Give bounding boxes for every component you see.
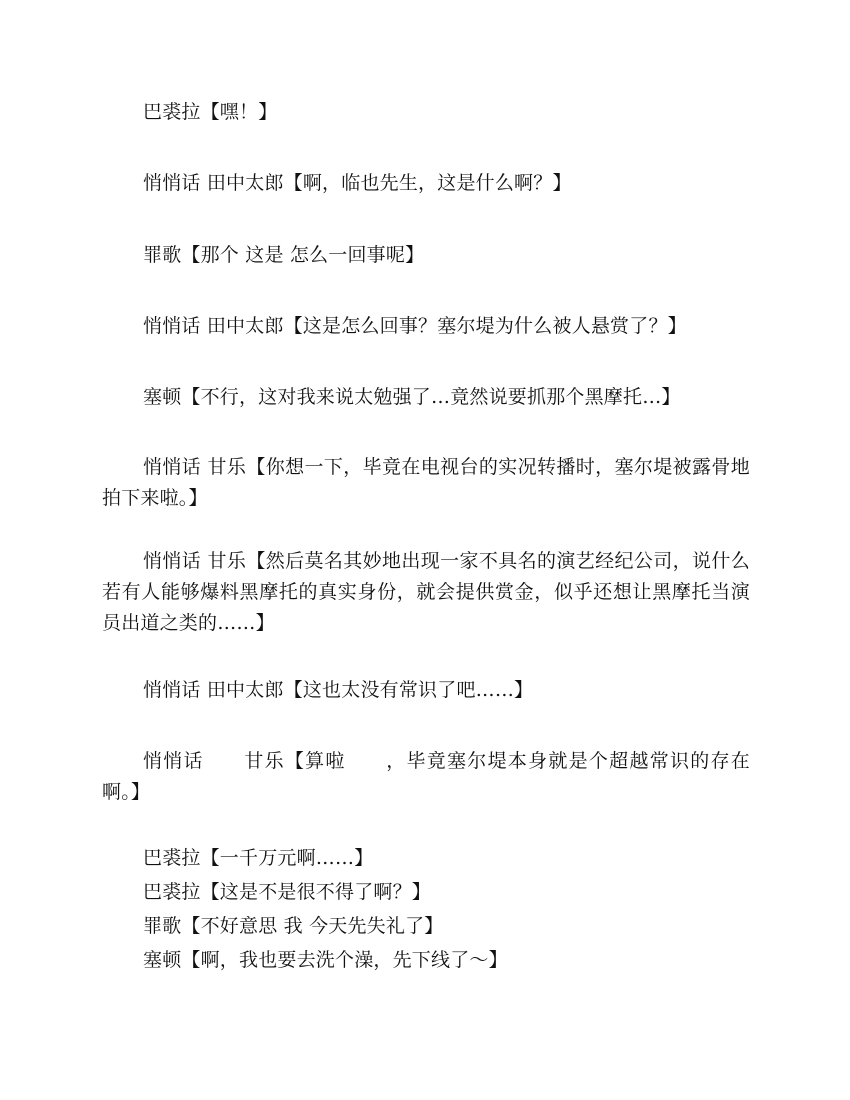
chat-line: 悄悄话 田中太郎【这也太没有常识了吧……】 bbox=[143, 679, 534, 701]
chat-line: 巴裘拉【一千万元啊……】 bbox=[143, 847, 374, 869]
chat-line: 悄悄话 田中太郎【啊，临也先生，这是什么啊？】 bbox=[143, 172, 572, 194]
chat-line: 悄悄话 甘乐【你想一下，毕竟在电视台的实况转播时，塞尔堤被露骨地拍下来啦。】 bbox=[102, 456, 750, 509]
chat-line: 悄悄话 甘乐【然后莫名其妙地出现一家不具名的演艺经纪公司，说什么若有人能够爆料黑摩托的真实身份，就会提供赏金，似乎还想让黑摩托当演员出道之类的……】 bbox=[102, 550, 750, 634]
chat-line: 罪歌【不好意思 我 今天先失礼了】 bbox=[143, 915, 444, 937]
chat-line: 巴裘拉【这是不是很不得了啊？】 bbox=[143, 881, 432, 903]
chat-line: 悄悄话 田中太郎【这是怎么回事？塞尔堤为什么被人悬赏了？】 bbox=[143, 315, 687, 337]
chat-line: 塞顿【不行，这对我来说太勉强了…竟然说要抓那个黑摩托…】 bbox=[143, 386, 681, 408]
chat-line: 悄悄话 甘乐【算啦 ，毕竟塞尔堤本身就是个超越常识的存在啊。】 bbox=[102, 750, 750, 803]
chat-line: 塞顿【啊，我也要去洗个澡，先下线了～】 bbox=[143, 949, 508, 971]
chat-line: 巴裘拉【嘿！】 bbox=[143, 101, 278, 123]
chat-line: 罪歌【那个 这是 怎么一回事呢】 bbox=[143, 244, 425, 266]
